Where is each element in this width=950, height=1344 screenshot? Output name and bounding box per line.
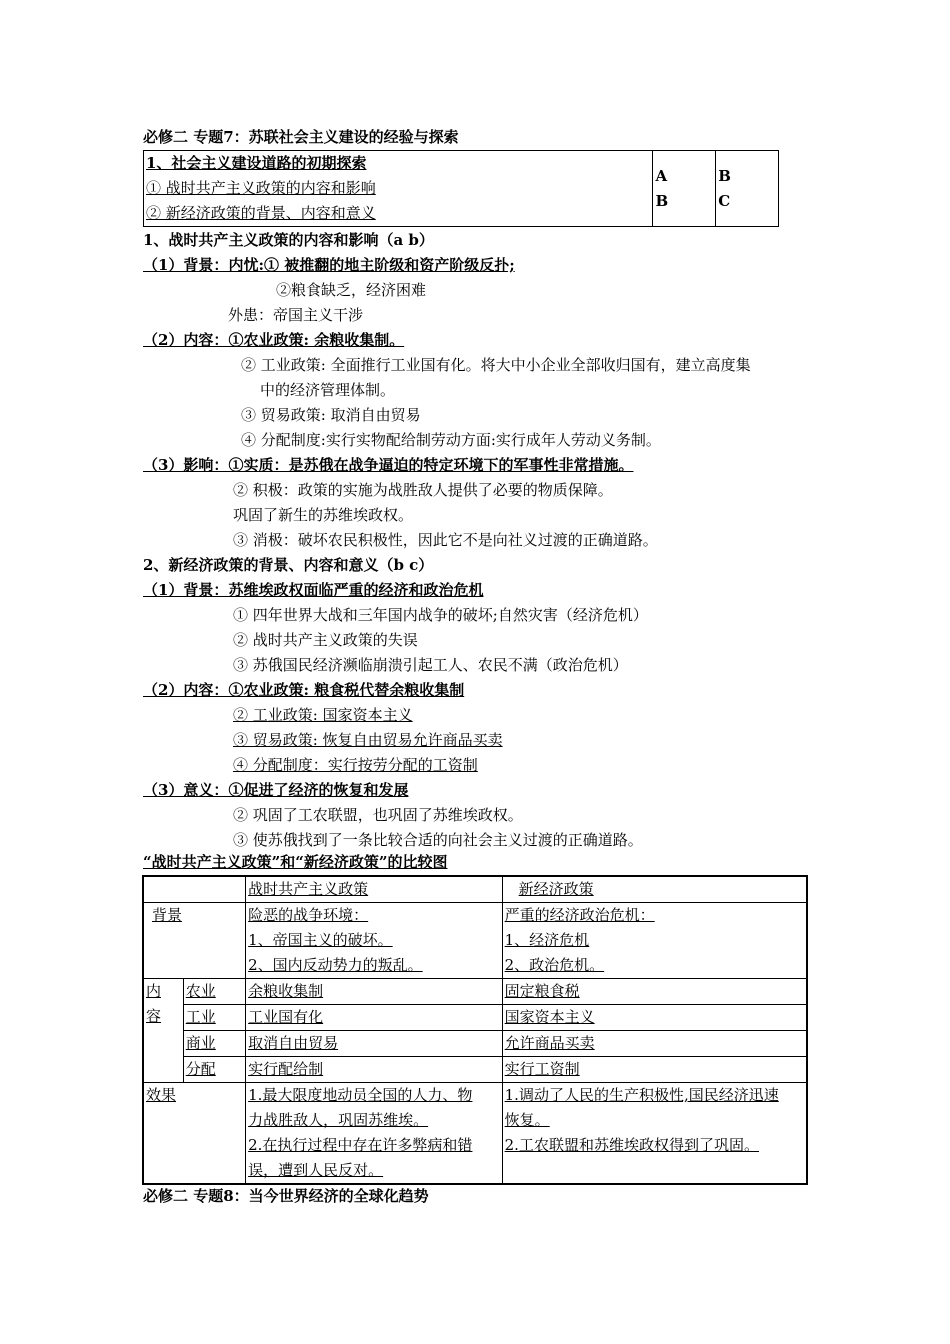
section2-line: ② 巩固了工农联盟，也巩固了苏维埃政权。 [233,806,523,824]
section2-line: ④ 分配制度：实行按劳分配的工资制 [233,756,478,774]
content-row-col1: 工业国有化 [246,1005,503,1031]
section2-line: ① 四年世界大战和三年国内战争的破坏;自然灾害（经济危机） [233,606,648,624]
level-column-a [653,151,716,227]
section1-line: ② 积极：政策的实施为战胜敌人提供了必要的物质保障。 [233,481,613,499]
outline-item: 1、社会主义建设道路的初期探索 [146,154,367,172]
content-row-col2: 允许商品买卖 [502,1031,807,1057]
section1-heading: 1、战时共产主义政策的内容和影响（a b） [143,231,434,249]
content-row-label: 商业 [183,1031,245,1057]
content-label: 内 容 [143,979,183,1083]
content-row-col2: 国家资本主义 [502,1005,807,1031]
section2-line: （2）内容：①农业政策: 粮食税代替余粮收集制 [143,681,465,699]
level-letter: B [655,191,669,210]
section1-line: 外患：帝国主义干涉 [228,306,364,324]
level-letter: A [655,166,668,185]
section1-line: 中的经济管理体制。 [260,381,396,399]
outline-item: ② 新经济政策的背景、内容和意义 [146,204,376,222]
level-letter: C [718,191,731,210]
section1-line: （1）背景：内忧:① 被推翻的地主阶级和资产阶级反扑; [143,256,515,274]
section2-line: （3）意义：①促进了经济的恢复和发展 [143,781,409,799]
page-title: 必修二 专题7：苏联社会主义建设的经验与探索 [143,128,459,146]
background-label: 背景 [143,903,246,979]
section2-line: ② 工业政策: 国家资本主义 [233,706,413,724]
effect-label: 效果 [143,1083,246,1185]
section2-line: ② 战时共产主义政策的失误 [233,631,418,649]
comparison-caption: “战时共产主义政策”和“新经济政策”的比较图 [143,853,448,871]
outline-table [143,150,779,227]
comparison-table [142,875,808,1185]
section2-line: ③ 贸易政策: 恢复自由贸易允许商品买卖 [233,731,503,749]
section1-line: ③ 消极：破坏农民积极性，因此它不是向社义过渡的正确道路。 [233,531,658,549]
content-row-col1: 余粮收集制 [246,979,503,1005]
section1-line: ④ 分配制度:实行实物配给制劳动方面:实行成年人劳动义务制。 [241,431,661,449]
content-row-col1: 取消自由贸易 [246,1031,503,1057]
footer-title: 必修二 专题8：当今世界经济的全球化趋势 [143,1187,429,1205]
section1-line: 巩固了新生的苏维埃政权。 [233,506,414,524]
level-column-b [716,151,779,227]
section1-line: ②粮食缺乏，经济困难 [276,281,427,299]
section2-heading: 2、新经济政策的背景、内容和意义（b c） [143,556,434,574]
content-row-label: 分配 [183,1057,245,1083]
section2-line: ③ 苏俄国民经济濒临崩溃引起工人、农民不满（政治危机） [233,656,628,674]
background-col1: 险恶的战争环境： 1、帝国主义的破坏。 2、国内反动势力的叛乱。 [246,903,503,979]
section1-line: （2）内容：①农业政策: 余粮收集制。 [143,331,405,349]
content-row-label: 农业 [183,979,245,1005]
effect-col1: 1.最大限度地动员全国的人力、物 力战胜敌人，巩固苏维埃。 2.在执行过程中存在许多弊病和错 误，遭到人民反对。 [246,1083,503,1185]
background-col2: 严重的经济政治危机： 1、经济危机 2、政治危机。 [502,903,807,979]
section2-line: （1）背景：苏维埃政权面临严重的经济和政治危机 [143,581,484,599]
section2-line: ③ 使苏俄找到了一条比较合适的向社会主义过渡的正确道路。 [233,831,643,849]
effect-col2: 1.调动了人民的生产积极性,国民经济迅速 恢复。 2.工农联盟和苏维埃政权得到了巩固。 [502,1083,807,1185]
content-row-col2: 固定粮食税 [502,979,807,1005]
level-letter: B [718,166,731,185]
outline-items [144,151,653,227]
section1-line: （3）影响：①实质：是苏俄在战争逼迫的特定环境下的军事性非常措施。 [143,456,634,474]
content-row-label: 工业 [183,1005,245,1031]
section1-line: ③ 贸易政策: 取消自由贸易 [241,406,421,424]
content-row-col1: 实行配给制 [246,1057,503,1083]
col1-header: 战时共产主义政策 [246,876,503,903]
col2-header: 新经济政策 [502,876,807,903]
corner-cell [143,876,246,903]
content-row-col2: 实行工资制 [502,1057,807,1083]
section1-line: ② 工业政策: 全面推行工业国有化。将大中小企业全部收归国有，建立高度集 [241,356,751,374]
outline-item: ① 战时共产主义政策的内容和影响 [146,179,376,197]
